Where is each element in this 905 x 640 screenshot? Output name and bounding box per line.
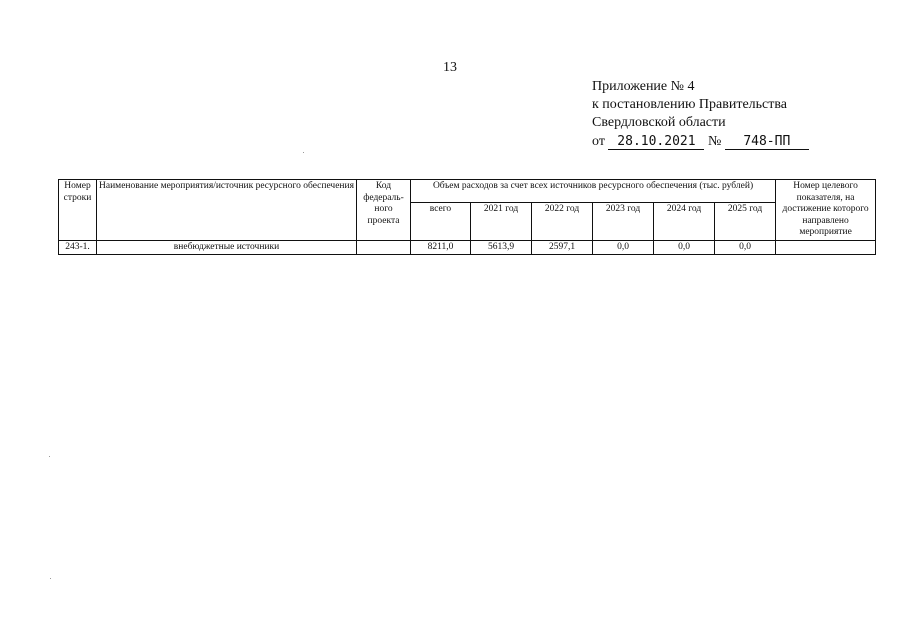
scan-speck bbox=[49, 456, 50, 457]
header-name: Наименование мероприятия/источник ресурсного обеспечения bbox=[97, 180, 357, 241]
resolution-number: 748-ПП bbox=[725, 135, 809, 150]
header-total: всего bbox=[411, 202, 471, 240]
header-code: Код федераль-ного проекта bbox=[357, 180, 411, 241]
cell-2024: 0,0 bbox=[654, 240, 715, 255]
header-row-number: Номер строки bbox=[59, 180, 97, 241]
cell-total: 8211,0 bbox=[411, 240, 471, 255]
cell-code bbox=[357, 240, 411, 255]
scan-speck bbox=[303, 152, 304, 153]
appendix-date-number-line bbox=[592, 133, 809, 151]
header-row-top bbox=[59, 180, 876, 203]
header-2022: 2022 год bbox=[532, 202, 593, 240]
header-2023: 2023 год bbox=[593, 202, 654, 240]
appendix-region-line: Свердловской области bbox=[592, 115, 726, 130]
header-2025: 2025 год bbox=[715, 202, 776, 240]
table-row bbox=[59, 240, 876, 255]
cell-2023: 0,0 bbox=[593, 240, 654, 255]
cell-target bbox=[776, 240, 876, 255]
expenses-table bbox=[58, 179, 876, 255]
cell-name: внебюджетные источники bbox=[97, 240, 357, 255]
page-number: 13 bbox=[443, 60, 457, 75]
header-expenses-group: Объем расходов за счет всех источников ресурсного обеспечения (тыс. рублей) bbox=[411, 180, 776, 203]
appendix-title: Приложение № 4 bbox=[592, 79, 695, 94]
header-2024: 2024 год bbox=[654, 202, 715, 240]
scan-speck bbox=[50, 578, 51, 579]
header-target: Номер целевого показателя, на достижение которого направлено мероприятие bbox=[776, 180, 876, 241]
from-label: от bbox=[592, 134, 605, 149]
cell-2025: 0,0 bbox=[715, 240, 776, 255]
cell-2022: 2597,1 bbox=[532, 240, 593, 255]
appendix-resolution-line: к постановлению Правительства bbox=[592, 97, 788, 112]
number-label: № bbox=[707, 134, 722, 149]
resolution-date: 28.10.2021 bbox=[608, 135, 704, 150]
cell-row-number: 243-1. bbox=[59, 240, 97, 255]
appendix-block bbox=[592, 78, 809, 151]
header-2021: 2021 год bbox=[471, 202, 532, 240]
cell-2021: 5613,9 bbox=[471, 240, 532, 255]
